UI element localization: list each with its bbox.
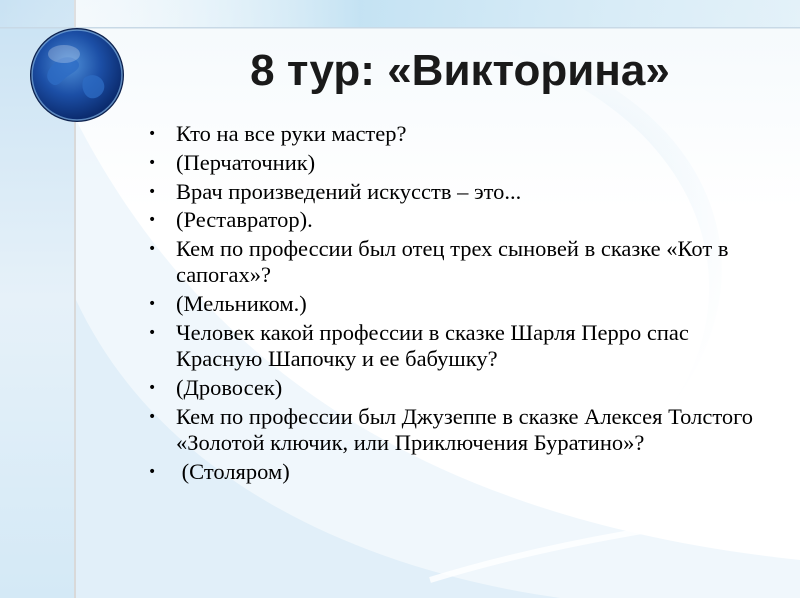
list-item xyxy=(145,404,775,456)
bullet-icon: • xyxy=(148,126,157,142)
bullet-icon: • xyxy=(148,183,157,200)
list-item xyxy=(145,121,775,147)
title-word: тур xyxy=(286,46,361,95)
list-item xyxy=(145,291,775,317)
list-item xyxy=(145,150,775,176)
bullet-list xyxy=(145,121,775,488)
bullet-icon: • xyxy=(148,296,157,313)
list-item-text: (Дровосек) xyxy=(176,374,283,400)
bullet-icon: • xyxy=(148,463,157,480)
title-open-quote: « xyxy=(387,46,412,95)
list-item xyxy=(145,375,775,401)
list-item xyxy=(145,179,775,205)
list-item-text: Кем по профессии был отец трех сыновей в сказке «Кот в сапогах»? xyxy=(176,236,735,288)
title-number: 8 xyxy=(250,46,275,95)
list-item xyxy=(145,236,775,288)
title-colon: : xyxy=(360,46,375,95)
list-item-text: (Перчаточник) xyxy=(176,149,316,175)
list-item-text: Кем по профессии был Джузеппе в сказке Алексея Толстого «Золотой ключик, или Приключения Буратино»? xyxy=(176,403,759,455)
bullet-icon: • xyxy=(148,212,157,229)
title-close-quote: » xyxy=(645,46,670,95)
bullet-icon: • xyxy=(148,379,157,396)
bullet-icon: • xyxy=(148,408,157,425)
list-item xyxy=(145,207,775,233)
list-item-text: (Столяром) xyxy=(176,458,290,484)
list-item-text: Врач произведений искусств – это... xyxy=(176,178,522,204)
list-item xyxy=(145,459,775,485)
slide-title xyxy=(150,36,770,106)
bullet-icon: • xyxy=(148,324,157,341)
bullet-icon: • xyxy=(148,241,157,258)
list-item xyxy=(145,320,775,372)
list-item-text: Кто на все руки мастер? xyxy=(176,121,407,146)
list-item-text: (Реставратор). xyxy=(176,207,313,233)
list-item-text: (Мельником.) xyxy=(176,291,307,317)
title-name: Викторина xyxy=(411,46,646,95)
list-item-text: Человек какой профессии в сказке Шарля Перро спас Красную Шапочку и ее бабушку? xyxy=(176,319,695,372)
bullet-icon: • xyxy=(148,154,157,171)
globe-icon xyxy=(28,26,126,124)
